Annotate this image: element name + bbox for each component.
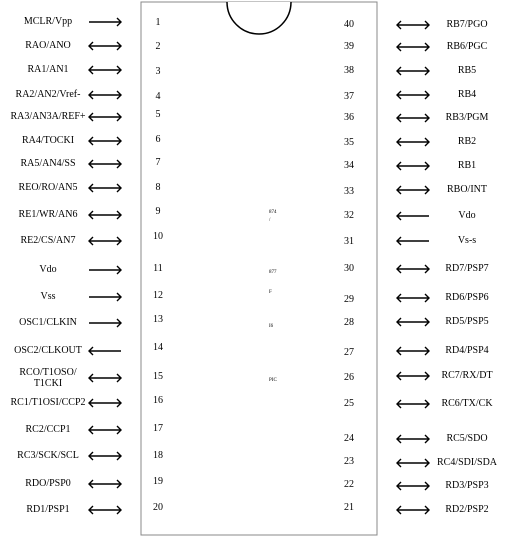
pin-22-number: 22 [344,479,354,490]
pin-36-arrow [397,114,429,122]
pin-15-number: 15 [153,371,163,382]
pin-32-number: 32 [344,210,354,221]
pin-34-arrow [397,162,429,170]
pin-32-arrow [397,212,429,220]
pin-27-arrow [397,347,429,355]
pin-26-label: RC7/RX/DT [441,370,493,381]
pin-39-arrow [397,43,429,51]
pin-21-arrow [397,506,429,514]
pin-29-label: RD6/PSP6 [445,292,489,303]
pin-16-label: RC1/T1OSI/CCP2 [10,397,86,408]
pin-4-label: RA2/AN2/Vref- [15,89,81,100]
pin-25-number: 25 [344,398,354,409]
pin-6-label: RA4/TOCKI [21,135,75,146]
die-text-5: PIC [269,378,277,383]
pin-26-number: 26 [344,372,354,383]
pin-24-number: 24 [344,433,354,444]
die-text-2: 877 [269,270,277,275]
pin-7-label: RA5/AN4/SS [20,158,76,169]
pin-15-label: RCO/T1OSO/ T1CKI [19,367,77,389]
die-text-1: / [269,218,271,223]
pin-4-arrow [89,91,121,99]
pin-7-number: 7 [155,157,161,168]
pin-39-label: RB6/PGC [446,41,488,52]
pin-18-label: RC3/SCK/SCL [17,450,79,461]
pin-2-label: RAO/ANO [25,40,71,51]
pin-13-number: 13 [153,314,163,325]
pin-10-arrow [89,237,121,245]
pin-30-label: RD7/PSP7 [445,263,489,274]
pin-20-number: 20 [153,502,163,513]
pin-40-arrow [397,21,429,29]
pin-18-arrow [89,452,121,460]
pin-4-number: 4 [155,91,161,102]
pin-38-number: 38 [344,65,354,76]
pin-17-number: 17 [153,423,163,434]
pin-11-label: Vdo [39,264,57,275]
pin-8-number: 8 [155,182,161,193]
pin-14-number: 14 [153,342,163,353]
pin-23-label: RC4/SDI/SDA [436,457,498,468]
pin-26-arrow [397,372,429,380]
pin-13-label: OSC1/CLKIN [19,317,77,328]
pin-31-number: 31 [344,236,354,247]
pin-37-number: 37 [344,91,354,102]
pin-2-arrow [89,42,121,50]
pin-21-number: 21 [344,502,354,513]
die-text-4: I6 [269,324,274,329]
pin-3-arrow [89,66,121,74]
pin-19-number: 19 [153,476,163,487]
pin-33-arrow [397,186,429,194]
pin-36-label: RB3/PGM [445,112,489,123]
pin-13-arrow [89,319,121,327]
pin-15-arrow [89,374,121,382]
pin-34-label: RB1 [457,160,477,171]
pin-12-arrow [89,293,121,301]
pin-33-number: 33 [344,186,354,197]
pin-25-arrow [397,400,429,408]
pin-31-label: Vs-s [457,235,477,246]
pin-17-arrow [89,426,121,434]
pin-40-number: 40 [344,19,354,30]
pin-1-label: MCLR/Vpp [23,16,73,27]
pin-40-label: RB7/PGO [446,19,488,30]
pin-3-number: 3 [155,66,161,77]
pin-25-label: RC6/TX/CK [441,398,493,409]
pin-18-number: 18 [153,450,163,461]
die-text-3: F [269,290,272,295]
pin-37-label: RB4 [457,89,477,100]
pin-2-number: 2 [155,41,161,52]
pin-19-arrow [89,480,121,488]
pin-14-label: OSC2/CLKOUT [14,345,82,356]
pin-16-number: 16 [153,395,163,406]
pin-12-number: 12 [153,290,163,301]
pin-3-label: RA1/AN1 [27,64,69,75]
pin-10-number: 10 [153,231,163,242]
pin-39-number: 39 [344,41,354,52]
pin-23-arrow [397,459,429,467]
pin-21-label: RD2/PSP2 [445,504,489,515]
pin-16-arrow [89,399,121,407]
pin-5-number: 5 [155,109,161,120]
pin-8-arrow [89,184,121,192]
pin-22-arrow [397,482,429,490]
pin-28-label: RD5/PSP5 [445,316,489,327]
pin-38-arrow [397,67,429,75]
pin-24-label: RC5/SDO [446,433,488,444]
pin-6-arrow [89,137,121,145]
pin-20-arrow [89,506,121,514]
pin-27-label: RD4/PSP4 [445,345,489,356]
pin-5-arrow [89,113,121,121]
pin-20-label: RD1/PSP1 [26,504,70,515]
pin-8-label: REO/RO/AN5 [18,182,78,193]
pin-34-number: 34 [344,160,354,171]
pin-27-number: 27 [344,347,354,358]
pin-30-arrow [397,265,429,273]
pin-24-arrow [397,435,429,443]
pin-33-label: RBO/INT [447,184,487,195]
pin-35-arrow [397,138,429,146]
pin-14-arrow [89,347,121,355]
die-text-0: 874 [269,210,277,215]
pin-29-number: 29 [344,294,354,305]
pin-35-label: RB2 [457,136,477,147]
pin-1-arrow [89,18,121,26]
pin-19-label: RDO/PSP0 [25,478,71,489]
pin-5-label: RA3/AN3A/REF+ [10,111,86,122]
pin-9-number: 9 [155,206,161,217]
pin-10-label: RE2/CS/AN7 [20,235,76,246]
pin-30-number: 30 [344,263,354,274]
pin-36-number: 36 [344,112,354,123]
pin-32-label: Vdo [458,210,476,221]
pin-6-number: 6 [155,134,161,145]
pin-17-label: RC2/CCP1 [25,424,71,435]
pin-9-arrow [89,211,121,219]
pin-31-arrow [397,237,429,245]
pin-28-number: 28 [344,317,354,328]
pin-9-label: RE1/WR/AN6 [18,209,78,220]
pin-7-arrow [89,160,121,168]
pin-1-number: 1 [155,17,161,28]
pin-11-number: 11 [153,263,163,274]
pin-23-number: 23 [344,456,354,467]
pin-28-arrow [397,318,429,326]
pin-11-arrow [89,266,121,274]
pin-22-label: RD3/PSP3 [445,480,489,491]
pin-29-arrow [397,294,429,302]
pin-38-label: RB5 [457,65,477,76]
pin-35-number: 35 [344,137,354,148]
chip-body [141,2,377,535]
pin-12-label: Vss [40,291,56,302]
pin-37-arrow [397,91,429,99]
